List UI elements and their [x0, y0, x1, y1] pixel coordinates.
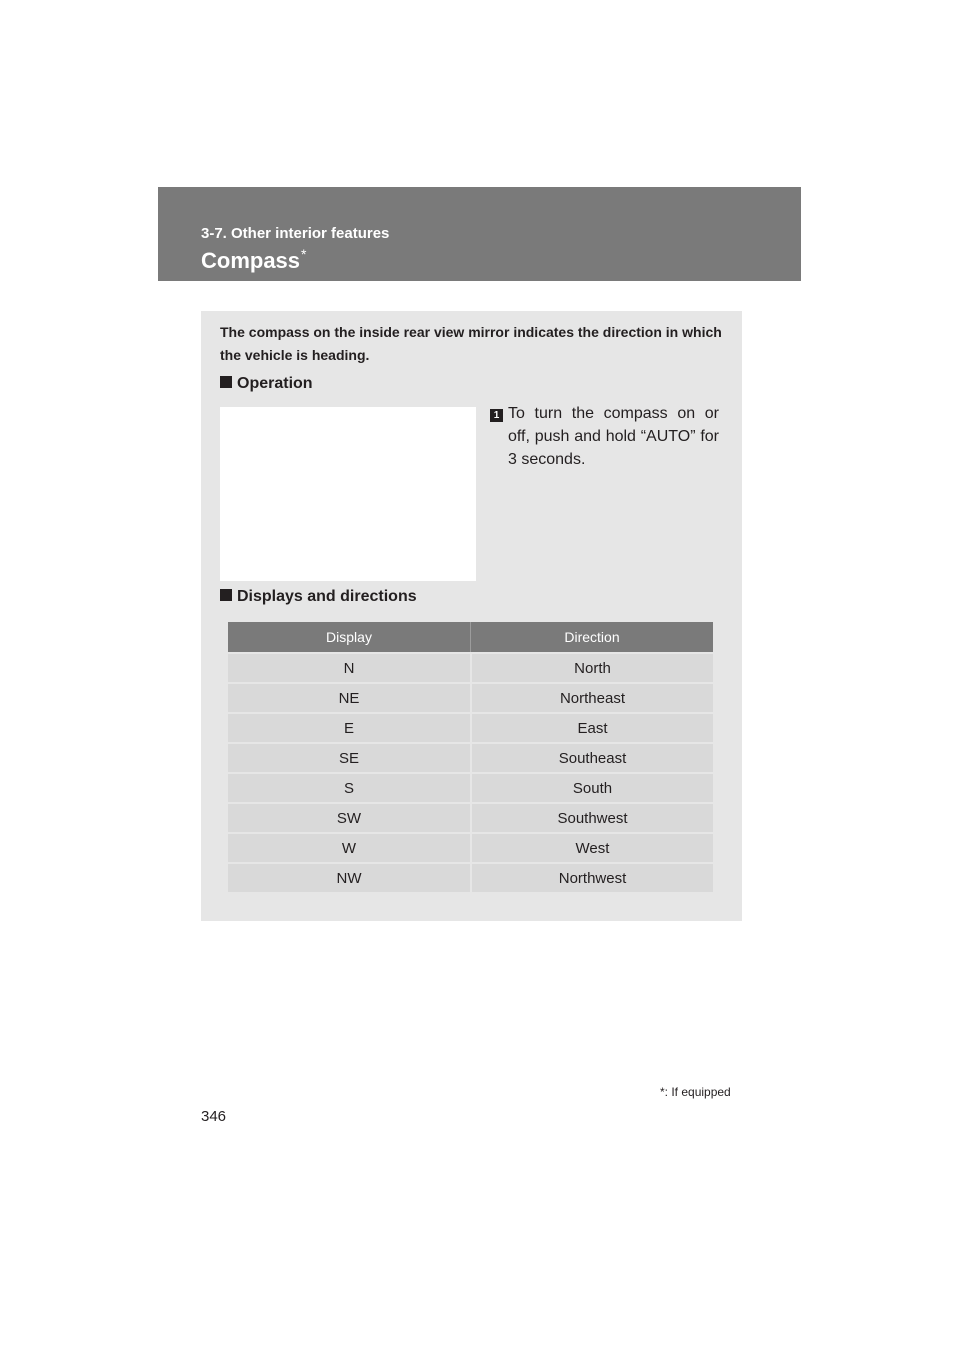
operation-heading [220, 375, 313, 393]
operation-heading-text: Operation [237, 375, 313, 392]
displays-heading-text: Displays and directions [237, 588, 417, 605]
mirror-illustration [220, 407, 476, 581]
table-row [228, 714, 713, 742]
directions-table [228, 622, 713, 892]
square-bullet-icon [220, 376, 232, 388]
displays-heading [220, 588, 417, 606]
display-cell: E [228, 714, 472, 742]
table-row [228, 774, 713, 802]
display-cell: NE [228, 684, 472, 712]
header-band [158, 187, 801, 281]
page-number: 346 [201, 1108, 227, 1125]
direction-cell: Southwest [557, 809, 628, 827]
table-row [228, 744, 713, 772]
display-cell: N [228, 654, 472, 682]
page-title-text: Compass [201, 248, 301, 273]
direction-cell: North [574, 659, 611, 677]
column-header-display: Display [228, 622, 471, 652]
display-cell: W [228, 834, 472, 862]
table-row [228, 684, 713, 712]
display-cell: SE [228, 744, 472, 772]
display-cell: NW [228, 864, 472, 892]
section-label: 3-7. Other interior features [201, 225, 390, 242]
intro-text: The compass on the inside rear view mirror indicates the direction in which the vehicle is heading. [220, 324, 722, 363]
step-instruction: To turn the compass on or off, push and hold “AUTO” for 3 seconds. [508, 405, 719, 468]
display-cell: S [228, 774, 472, 802]
if-equipped-mark: * [301, 246, 307, 262]
direction-cell: Northeast [559, 689, 626, 707]
direction-cell: Northwest [558, 869, 627, 887]
step-number-badge: 1 [490, 409, 503, 422]
table-row [228, 804, 713, 832]
column-header-direction: Direction [564, 629, 620, 645]
table-row [228, 864, 713, 892]
direction-cell: Southeast [558, 749, 627, 767]
table-header [228, 622, 713, 652]
display-cell: SW [228, 804, 472, 832]
table-row [228, 654, 713, 682]
square-bullet-icon [220, 589, 232, 601]
if-equipped-footnote: *: If equipped [660, 1085, 731, 1099]
content-panel [201, 311, 742, 921]
direction-cell: West [575, 839, 610, 857]
direction-cell: East [577, 719, 608, 737]
table-row [228, 834, 713, 862]
direction-cell: South [572, 779, 613, 797]
page-title [201, 248, 307, 274]
